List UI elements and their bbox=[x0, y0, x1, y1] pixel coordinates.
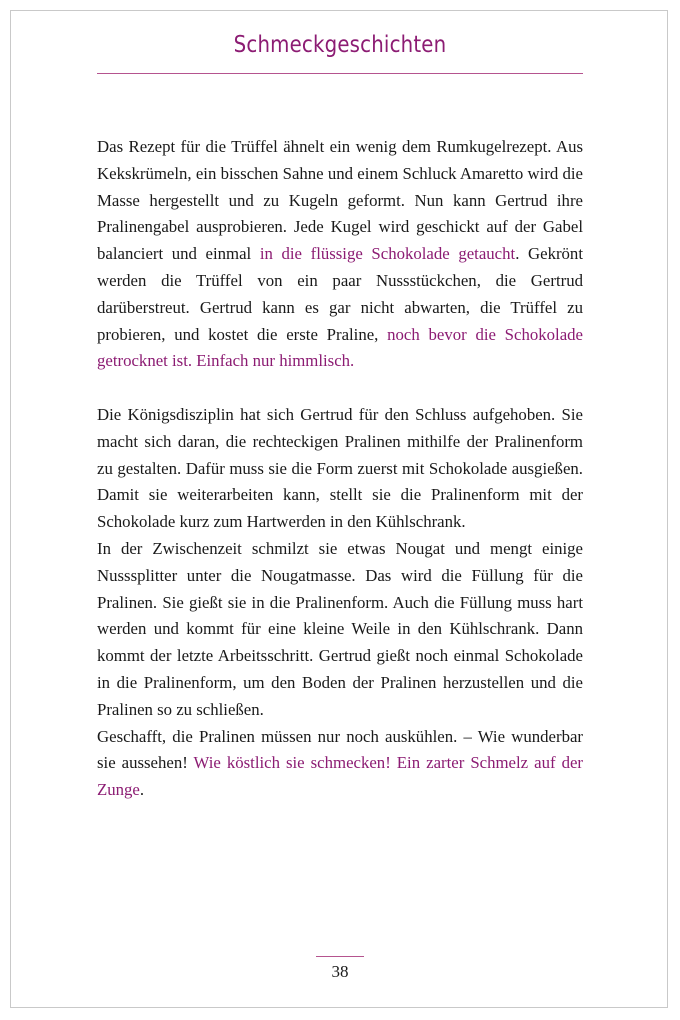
header-rule bbox=[97, 73, 583, 74]
paragraph-4 bbox=[97, 724, 583, 804]
paragraph-1-text-b: . Gekrönt werden die Trüffel von ein paar Nussstückchen, die Gertrud darüberstreut. Gertrud kann es gar nicht abwarten, die Trüffel zu probieren, und kostet die erste Praline, bbox=[97, 244, 583, 344]
paragraph-1-text-a: Das Rezept für die Trüffel ähnelt ein wenig dem Rumkugelrezept. Aus Kekskrümeln, ein bisschen Sahne und einem Schluck Amaretto wird die Masse hergestellt und zu Kugeln geformt. Nun kann Gertrud ihre Pralinengabel ausprobieren. Jede Kugel wird geschickt auf der Gabel balanciert und einmal bbox=[97, 137, 583, 264]
paragraph-4-highlight: Wie köstlich sie schmecken! Ein zarter Schmelz auf der Zunge bbox=[97, 753, 583, 800]
paragraph-4-text-b: . bbox=[139, 780, 145, 800]
paragraph-1-highlight-b: noch bevor die Schokolade getrocknet ist. Einfach nur himmlisch. bbox=[97, 324, 583, 371]
body-text bbox=[97, 134, 583, 804]
paragraph-2: Die Königsdisziplin hat sich Gertrud für den Schluss aufgehoben. Sie macht sich daran, die rechteckigen Pralinen mithilfe der Pralinenform zu gestalten. Dafür muss sie die Form zuerst mit Schokolade ausgießen. Damit sie weiterarbeiten kann, stellt sie die Pralinenform mit der Schokolade kurz zum Hartwerden in den Kühlschrank. bbox=[97, 404, 583, 532]
running-header-title: Schmeckgeschichten bbox=[233, 32, 447, 58]
paragraph-4-text-a: Geschafft, die Pralinen müssen nur noch auskühlen. – Wie wunderbar sie aussehen! bbox=[97, 726, 583, 773]
paragraph-1 bbox=[97, 134, 583, 375]
page-number: 38 bbox=[331, 962, 349, 981]
footer-rule bbox=[316, 956, 364, 957]
paragraph-3: In der Zwischenzeit schmilzt sie etwas Nougat und mengt einige Nusssplitter unter die Nougatmasse. Das wird die Füllung für die Pralinen. Sie gießt sie in die Pralinenform. Auch die Füllung muss hart werden und kommt für eine kleine Weile in den Kühlschrank. Dann kommt der letzte Arbeitsschritt. Gertrud gießt noch einmal Schokolade in die Pralinenform, um den Boden der Pralinen herzustellen und die Pralinen so zu schließen. bbox=[97, 538, 583, 719]
paragraph-1-highlight-a: in die flüssige Schokolade getaucht bbox=[259, 244, 516, 264]
